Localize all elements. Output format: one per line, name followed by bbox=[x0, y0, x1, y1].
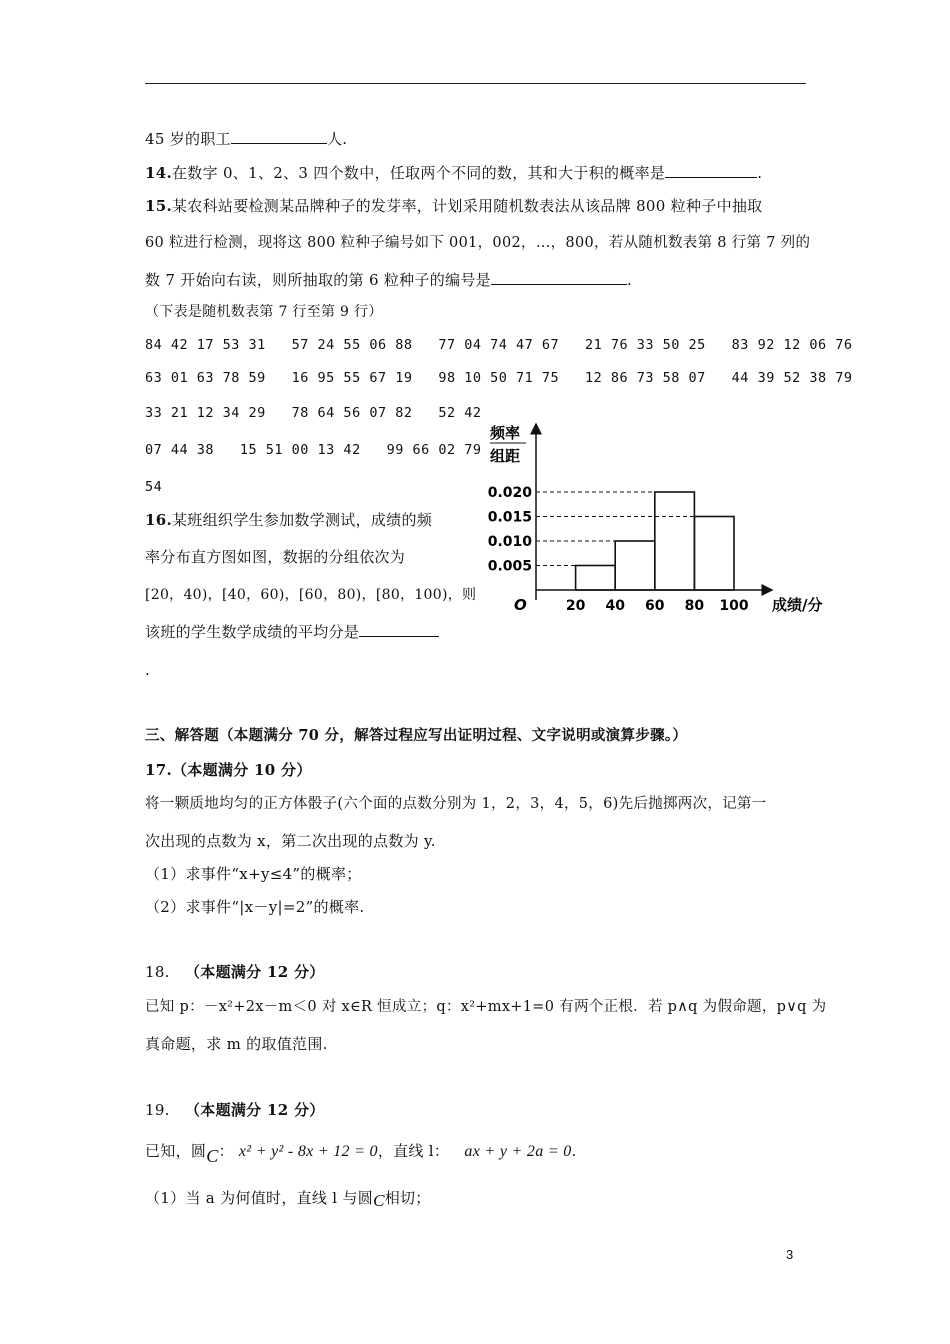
q16-answer-blank bbox=[359, 622, 439, 637]
y-tick-label: 0.015 bbox=[487, 509, 532, 526]
q19-pre: 已知，圆 bbox=[145, 1142, 207, 1160]
random-table-row: 63 01 63 78 59 16 95 55 67 19 98 10 50 71 75 12 86 73 58 07 44 39 52 38 79 bbox=[145, 370, 853, 386]
random-table-row: 07 44 38 15 51 00 13 42 99 66 02 79 bbox=[145, 442, 482, 458]
origin-label: O bbox=[514, 596, 527, 614]
q15-text: 某农科站要检测某品牌种子的发芽率，计划采用随机数表法从该品牌 800 粒种子中抽取 bbox=[172, 197, 763, 215]
y-tick-label: 0.005 bbox=[487, 558, 532, 575]
q13-answer-blank bbox=[231, 129, 327, 144]
circle-symbol: C bbox=[206, 1146, 219, 1166]
q13-tail bbox=[145, 129, 347, 149]
question-16-line1 bbox=[145, 510, 432, 530]
q13-text: 45 岁的职工 bbox=[145, 130, 231, 148]
y-tick-label: 0.020 bbox=[487, 485, 532, 501]
q19-header bbox=[145, 1100, 325, 1120]
q15-number: 15. bbox=[145, 197, 172, 215]
line-equation: ax + y + 2a = 0 bbox=[464, 1143, 572, 1160]
y-label-bottom: 组距 bbox=[490, 447, 521, 465]
q14-answer-blank bbox=[665, 163, 757, 178]
random-table-note: （下表是随机数表第 7 行至第 9 行） bbox=[145, 304, 383, 320]
question-16-line3: [20，40)，[40，60)，[60，80)，[80，100)，则 bbox=[145, 587, 477, 603]
page-number: 3 bbox=[786, 1247, 794, 1262]
q19-number: 19. bbox=[145, 1101, 170, 1119]
q14-end: . bbox=[757, 164, 763, 182]
q17-line2: 次出现的点数为 x，第二次出现的点数为 y. bbox=[145, 832, 436, 850]
q19-part1 bbox=[145, 1188, 431, 1208]
y-label-top: 频率 bbox=[490, 424, 521, 442]
x-axis-label: 成绩/分 bbox=[772, 596, 823, 614]
x-tick-label: 80 bbox=[684, 598, 705, 614]
y-tick-label: 0.010 bbox=[487, 534, 532, 550]
frequency-histogram bbox=[482, 418, 840, 628]
q14-number: 14. bbox=[145, 164, 172, 182]
histogram-bar bbox=[615, 541, 655, 590]
q19-part1-end: 相切； bbox=[384, 1189, 431, 1207]
header-rule bbox=[145, 83, 806, 84]
histogram-bar bbox=[576, 566, 616, 591]
circle-equation: x² + y² - 8x + 12 = 0 bbox=[238, 1143, 378, 1160]
q16-line4-text: 该班的学生数学成绩的平均分是 bbox=[145, 623, 360, 641]
q18-line2: 真命题，求 m 的取值范围. bbox=[145, 1035, 328, 1053]
q16-text: 某班组织学生参加数学测试，成绩的频 bbox=[172, 511, 433, 529]
q15-answer-blank bbox=[491, 270, 627, 285]
question-16-line5: . bbox=[145, 661, 151, 679]
q18-score: （本题满分 12 分） bbox=[184, 963, 325, 981]
q19-given bbox=[145, 1137, 577, 1165]
random-table-row: 33 21 12 34 29 78 64 56 07 82 52 42 bbox=[145, 405, 482, 421]
q14-text: 在数字 0、1、2、3 四个数中，任取两个不同的数，其和大于积的概率是 bbox=[172, 164, 666, 182]
q17-header: 17.（本题满分 10 分） bbox=[145, 761, 312, 779]
section-3-title: 三、解答题（本题满分 70 分，解答过程应写出证明过程、文字说明或演算步骤。） bbox=[145, 727, 688, 744]
circle-symbol: C bbox=[373, 1191, 385, 1210]
q18-header bbox=[145, 962, 325, 982]
question-16-line2: 率分布直方图如图，数据的分组依次为 bbox=[145, 548, 406, 566]
question-16-line4 bbox=[145, 622, 439, 642]
q15-end: . bbox=[626, 271, 633, 289]
q19-part1-text: （1）当 a 为何值时，直线 l 与圆 bbox=[145, 1189, 374, 1207]
q16-number: 16. bbox=[145, 511, 172, 529]
q19-mid: ，直线 l： bbox=[377, 1142, 450, 1160]
q15-line3-text: 数 7 开始向右读，则所抽取的第 6 粒种子的编号是 bbox=[145, 271, 491, 289]
x-tick-label: 100 bbox=[719, 598, 749, 614]
q17-line1: 将一颗质地均匀的正方体骰子(六个面的点数分别为 1，2，3，4，5，6)先后抛掷两次，记第一 bbox=[145, 796, 767, 812]
q13-text-end: 人. bbox=[326, 130, 348, 148]
q17-part1: （1）求事件“x+y≤4”的概率； bbox=[145, 865, 362, 883]
q18-number: 18. bbox=[145, 963, 170, 981]
random-table-row: 84 42 17 53 31 57 24 55 06 88 77 04 74 47 67 21 76 33 50 25 83 92 12 06 76 bbox=[145, 337, 853, 353]
x-tick-label: 20 bbox=[565, 598, 586, 614]
q18-line1: 已知 p：－x²+2x－m＜0 对 x∈R 恒成立；q：x²+mx+1=0 有两个正根．若 p∧q 为假命题，p∨q 为 bbox=[145, 999, 827, 1015]
question-15-line1 bbox=[145, 196, 762, 216]
question-15-line2: 60 粒进行检测，现将这 800 粒种子编号如下 001，002，…，800，若从随机数表第 8 行第 7 列的 bbox=[145, 235, 811, 251]
question-14 bbox=[145, 163, 762, 183]
q19-end: . bbox=[571, 1142, 577, 1160]
q19-score: （本题满分 12 分） bbox=[184, 1101, 325, 1119]
x-tick-label: 60 bbox=[645, 598, 665, 614]
random-table-row: 54 bbox=[145, 479, 163, 495]
q17-part2: （2）求事件“|x－y|=2”的概率. bbox=[145, 898, 365, 916]
question-15-line3 bbox=[145, 270, 632, 290]
x-tick-label: 40 bbox=[605, 598, 625, 614]
histogram-bar bbox=[694, 517, 734, 591]
q19-colon: ： bbox=[218, 1142, 234, 1160]
histogram-bar bbox=[655, 492, 695, 590]
